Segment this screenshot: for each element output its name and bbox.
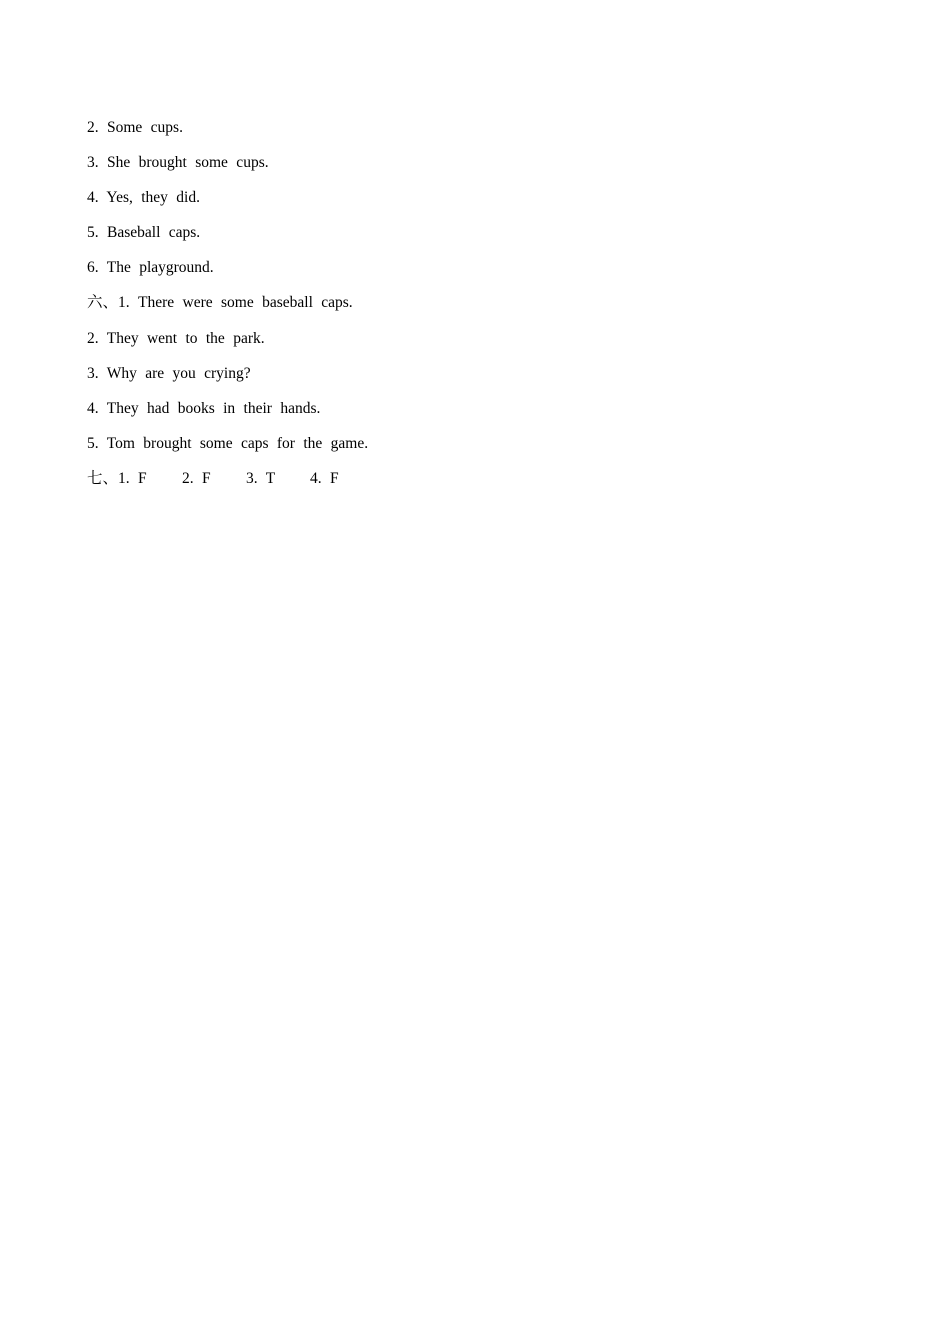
true-false-answer: 3. T [246,469,276,487]
true-false-answer: 1. F [118,469,147,487]
true-false-answer: 2. F [182,469,211,487]
answer-line: 3. Why are you crying? [87,364,251,382]
answer-line: 4. Yes, they did. [87,189,200,207]
section-six-answer-line: 六、1. There were some baseball caps. [87,294,353,312]
section-seven-answer-row [87,467,374,502]
answer-line: 2. They went to the park. [87,329,265,347]
answer-line: 6. The playground. [87,259,214,277]
answer-line: 3. She brought some cups. [87,154,269,172]
answer-line: 5. Tom brought some caps for the game. [87,434,369,452]
true-false-answer: 4. F [310,469,339,487]
answer-list [87,116,374,502]
answer-line: 5. Baseball caps. [87,224,201,242]
answer-line: 4. They had books in their hands. [87,399,321,417]
answer-line: 2. Some cups. [87,119,183,136]
section-seven-label: 七、 [87,469,119,487]
